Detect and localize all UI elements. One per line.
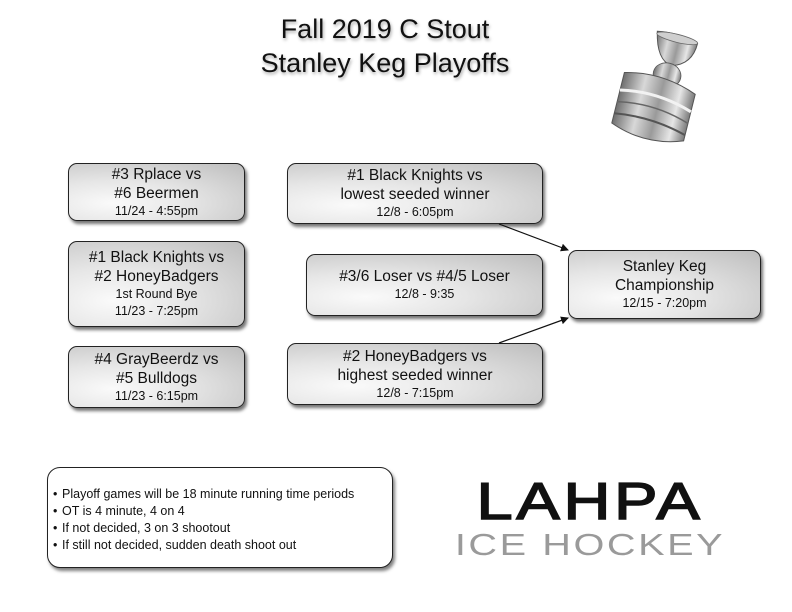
matchup-time: 11/23 - 6:15pm <box>114 388 199 403</box>
rule-item <box>53 537 392 554</box>
bullet-icon: • <box>53 538 58 552</box>
matchup-time: 12/8 - 7:15pm <box>376 385 454 400</box>
title-line-1: Fall 2019 C Stout <box>280 14 490 44</box>
rule-item <box>53 486 392 503</box>
logo-wordmark: LAHPA <box>476 473 704 531</box>
logo-subtitle: ICE HOCKEY <box>454 527 726 562</box>
matchup-line-2: highest seeded winner <box>337 366 493 384</box>
bullet-icon: • <box>53 504 58 518</box>
matchup-note: 1st Round Bye <box>115 287 198 301</box>
matchup-line-1: #1 Black Knights vs <box>88 249 225 266</box>
matchup-line-1: #3 Rplace vs <box>111 165 202 183</box>
rule-item <box>53 503 392 520</box>
matchup-line-2: #5 Bulldogs <box>115 369 197 387</box>
lahpa-logo <box>454 473 726 562</box>
bullet-icon: • <box>53 487 58 501</box>
rule-item <box>53 520 392 537</box>
matchup-time: 11/23 - 7:25pm <box>114 304 199 318</box>
bullet-icon: • <box>53 521 58 535</box>
rule-text: If not decided, 3 on 3 shootout <box>62 521 231 535</box>
matchup-time: 12/8 - 9:35 <box>394 287 455 301</box>
arrow-semifinal-2-to-final <box>499 318 568 343</box>
matchup-time: 11/24 - 4:55pm <box>114 203 199 218</box>
matchup-line-1: #1 Black Knights vs <box>347 167 483 184</box>
final-time: 12/15 - 7:20pm <box>622 296 707 310</box>
matchup-line-1: #3/6 Loser vs #4/5 Loser <box>339 268 510 285</box>
rule-text: If still not decided, sudden death shoot out <box>62 538 297 552</box>
final-line-2: Championship <box>614 277 715 294</box>
final-line-1: Stanley Keg <box>622 258 707 275</box>
rule-text: OT is 4 minute, 4 on 4 <box>62 504 185 518</box>
rules-notes-box <box>47 467 393 568</box>
matchup-line-1: #2 HoneyBadgers vs <box>343 347 487 365</box>
arrow-semifinal-1-to-final <box>499 224 568 250</box>
matchup-line-2: lowest seeded winner <box>340 186 490 203</box>
matchup-time: 12/8 - 6:05pm <box>376 205 454 219</box>
matchup-line-2: #2 HoneyBadgers <box>94 268 219 285</box>
matchup-line-1: #4 GrayBeerdz vs <box>94 350 219 368</box>
title-line-2: Stanley Keg Playoffs <box>260 48 510 78</box>
matchup-line-2: #6 Beermen <box>114 184 199 202</box>
rule-text: Playoff games will be 18 minute running time periods <box>62 487 355 501</box>
